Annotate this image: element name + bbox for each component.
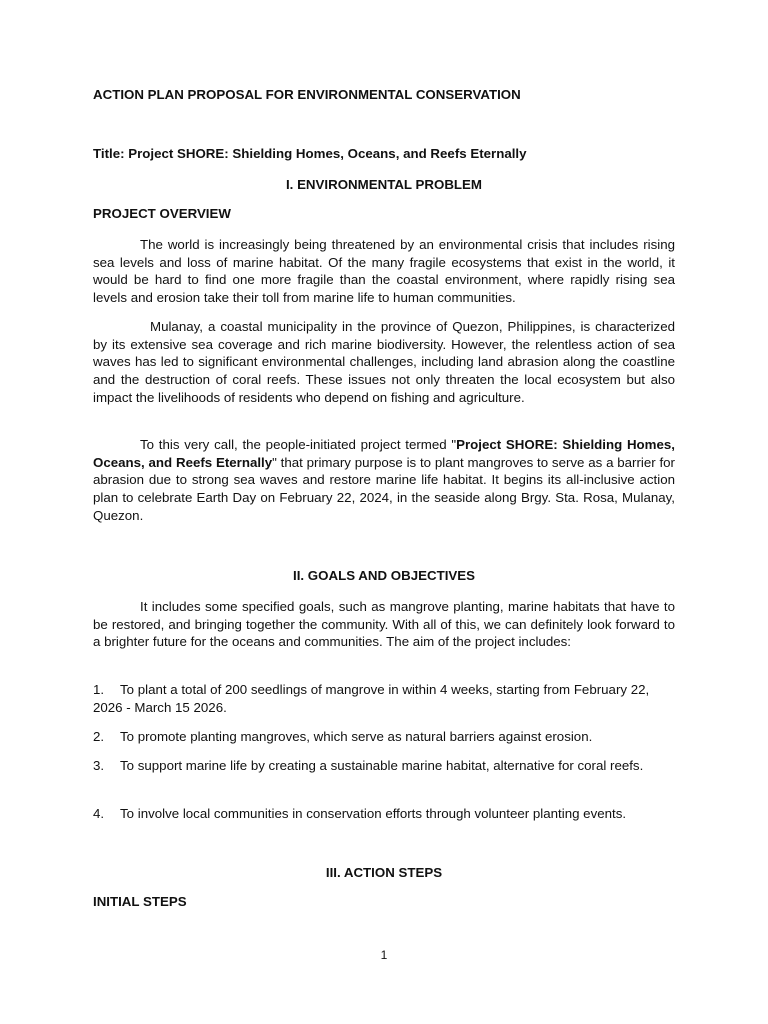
goal-number: 2. — [93, 729, 105, 744]
goal-item — [93, 805, 675, 823]
paragraph-bold-project-name: Project SHORE: Shielding Homes, Oceans, and Reefs Eternally — [93, 437, 675, 470]
goal-item — [93, 757, 675, 775]
goal-text: To promote planting mangroves, which serve as natural barriers against erosion. — [120, 729, 593, 744]
document-title: ACTION PLAN PROPOSAL FOR ENVIRONMENTAL CONSERVATION — [93, 87, 521, 102]
goal-text: To plant a total of 200 seedlings of mangrove in within 4 weeks, starting from February 22, 2026 - March 15 2026. — [93, 682, 650, 715]
goal-number: 3. — [93, 758, 105, 773]
project-title: Title: Project SHORE: Shielding Homes, Oceans, and Reefs Eternally — [93, 146, 527, 161]
page-number: 1 — [380, 948, 388, 962]
section-heading-environmental-problem: I. ENVIRONMENTAL PROBLEM — [285, 177, 482, 192]
subheading-initial-steps: INITIAL STEPS — [93, 894, 187, 909]
goal-item — [93, 728, 675, 746]
paragraph-goals-intro: It includes some specified goals, such as mangrove planting, marine habitats that have to be restored, and bringing together the community. With all of this, we can definitely look forward to a brighter future for the oceans and communities. The aim of the project includes: — [93, 599, 675, 650]
paragraph-world-crisis: The world is increasingly being threatened by an environmental crisis that includes rising sea levels and loss of marine habitat. Of the many fragile ecosystems that exist in the world, it would be hard to find one more fragile than the coastal environment, where rapidly rising sea levels and erosion take their toll from marine life to human communities. — [93, 237, 675, 306]
goal-text: To involve local communities in conservation efforts through volunteer planting events. — [120, 806, 627, 821]
goal-item — [93, 681, 675, 716]
goal-number: 4. — [93, 806, 105, 821]
section-heading-action-steps: III. ACTION STEPS — [325, 865, 443, 880]
paragraph-mulanay: Mulanay, a coastal municipality in the province of Quezon, Philippines, is characterized by its extensive sea coverage and rich marine biodiversity. However, the relentless action of sea waves has led to significant environmental challenges, including land abrasion along the coastline and the destruction of coral reefs. These issues not only threaten the local ecosystem but also impact the livelihoods of residents who depend on fishing and agriculture. — [93, 319, 675, 405]
paragraph-project-shore — [93, 436, 675, 525]
section-heading-goals: II. GOALS AND OBJECTIVES — [293, 568, 475, 583]
subheading-project-overview: PROJECT OVERVIEW — [93, 206, 231, 221]
goal-number: 1. — [93, 682, 105, 697]
paragraph-text-after: " that primary purpose is to plant mangroves to serve as a barrier for abrasion due to strong sea waves and restore marine life habitat. It begins its all-inclusive action plan to celebrate Earth Day on February 22, 2024, in the seaside along Brgy. Sta. Rosa, Mulanay, Quezon. — [93, 454, 675, 523]
goal-text: To support marine life by creating a sustainable marine habitat, alternative for coral reefs. — [120, 758, 644, 773]
paragraph-text-before: To this very call, the people-initiated project termed " — [140, 437, 457, 452]
